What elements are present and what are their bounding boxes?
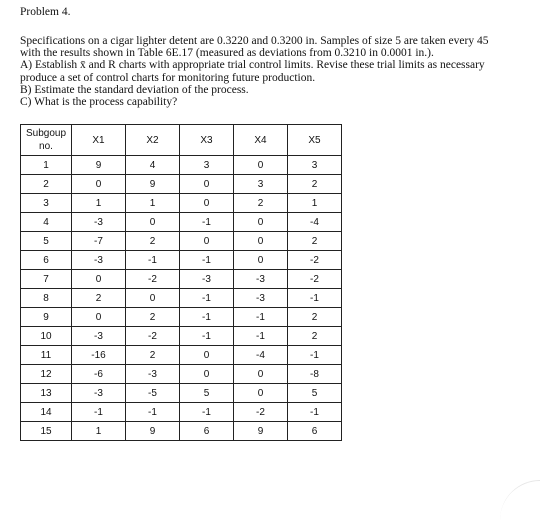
value-cell: -1 xyxy=(180,251,234,270)
table-row xyxy=(21,346,342,365)
value-cell: -7 xyxy=(72,232,126,251)
value-cell: 0 xyxy=(180,175,234,194)
value-cell: -8 xyxy=(288,365,342,384)
table-row xyxy=(21,365,342,384)
table-row xyxy=(21,194,342,213)
value-cell: -2 xyxy=(288,270,342,289)
header-x5: X5 xyxy=(288,125,342,156)
subgroup-cell: 10 xyxy=(21,327,72,346)
value-cell: -3 xyxy=(72,251,126,270)
header-subgroup-label: Subgoup xyxy=(25,128,67,139)
header-x1: X1 xyxy=(72,125,126,156)
subgroup-cell: 2 xyxy=(21,175,72,194)
value-cell: 6 xyxy=(180,422,234,441)
subgroup-cell: 1 xyxy=(21,156,72,175)
value-cell: 2 xyxy=(288,327,342,346)
value-cell: -1 xyxy=(126,403,180,422)
subgroup-cell: 14 xyxy=(21,403,72,422)
value-cell: -1 xyxy=(180,213,234,232)
value-cell: 4 xyxy=(126,156,180,175)
subgroup-cell: 11 xyxy=(21,346,72,365)
value-cell: 0 xyxy=(180,232,234,251)
value-cell: 1 xyxy=(72,194,126,213)
value-cell: 0 xyxy=(234,384,288,403)
value-cell: -3 xyxy=(72,384,126,403)
table-body xyxy=(21,156,342,441)
problem-line-4: produce a set of control charts for monitoring future production. xyxy=(20,71,316,84)
subgroup-cell: 13 xyxy=(21,384,72,403)
data-table-container xyxy=(20,124,342,441)
value-cell: 0 xyxy=(72,308,126,327)
value-cell: 2 xyxy=(288,308,342,327)
value-cell: 0 xyxy=(234,213,288,232)
table-row xyxy=(21,270,342,289)
value-cell: 0 xyxy=(180,346,234,365)
value-cell: -4 xyxy=(234,346,288,365)
decorative-corner xyxy=(500,480,540,521)
value-cell: -3 xyxy=(234,289,288,308)
value-cell: 0 xyxy=(234,156,288,175)
problem-line-5: B) Estimate the standard deviation of the process. xyxy=(20,83,249,96)
subgroup-cell: 7 xyxy=(21,270,72,289)
value-cell: -1 xyxy=(234,308,288,327)
problem-line-2: with the results shown in Table 6E.17 (measured as deviations from 0.3210 in 0.0001 in.). xyxy=(20,47,434,60)
value-cell: 6 xyxy=(288,422,342,441)
problem-title: Problem 4. xyxy=(20,6,71,18)
header-x2: X2 xyxy=(126,125,180,156)
value-cell: 5 xyxy=(288,384,342,403)
value-cell: -2 xyxy=(288,251,342,270)
value-cell: 0 xyxy=(126,289,180,308)
table-row xyxy=(21,308,342,327)
value-cell: 2 xyxy=(126,232,180,251)
table-row xyxy=(21,156,342,175)
value-cell: 0 xyxy=(180,365,234,384)
value-cell: 1 xyxy=(126,194,180,213)
value-cell: -2 xyxy=(234,403,288,422)
value-cell: -4 xyxy=(288,213,342,232)
value-cell: -2 xyxy=(126,270,180,289)
table-row xyxy=(21,384,342,403)
value-cell: 0 xyxy=(72,175,126,194)
value-cell: 2 xyxy=(288,232,342,251)
value-cell: 9 xyxy=(234,422,288,441)
table-row xyxy=(21,422,342,441)
data-table xyxy=(20,124,342,441)
value-cell: 0 xyxy=(180,194,234,213)
subgroup-cell: 12 xyxy=(21,365,72,384)
value-cell: -1 xyxy=(234,327,288,346)
value-cell: -6 xyxy=(72,365,126,384)
value-cell: -1 xyxy=(288,403,342,422)
value-cell: -1 xyxy=(180,308,234,327)
value-cell: 9 xyxy=(126,175,180,194)
value-cell: -1 xyxy=(126,251,180,270)
value-cell: -3 xyxy=(72,327,126,346)
table-row xyxy=(21,251,342,270)
value-cell: 9 xyxy=(126,422,180,441)
value-cell: 2 xyxy=(288,175,342,194)
value-cell: 2 xyxy=(126,308,180,327)
value-cell: -16 xyxy=(72,346,126,365)
header-subgroup-no: no. xyxy=(39,141,53,152)
header-x3: X3 xyxy=(180,125,234,156)
subgroup-cell: 6 xyxy=(21,251,72,270)
table-row xyxy=(21,327,342,346)
value-cell: 1 xyxy=(72,422,126,441)
subgroup-cell: 3 xyxy=(21,194,72,213)
value-cell: -3 xyxy=(180,270,234,289)
value-cell: -3 xyxy=(126,365,180,384)
value-cell: -1 xyxy=(180,289,234,308)
problem-statement xyxy=(20,6,488,108)
value-cell: -5 xyxy=(126,384,180,403)
value-cell: 0 xyxy=(126,213,180,232)
value-cell: 0 xyxy=(234,251,288,270)
header-subgroup xyxy=(21,125,72,156)
value-cell: 3 xyxy=(234,175,288,194)
value-cell: -3 xyxy=(234,270,288,289)
value-cell: -1 xyxy=(72,403,126,422)
value-cell: -2 xyxy=(126,327,180,346)
value-cell: 3 xyxy=(288,156,342,175)
value-cell: 1 xyxy=(288,194,342,213)
value-cell: 3 xyxy=(180,156,234,175)
table-row xyxy=(21,175,342,194)
value-cell: 5 xyxy=(180,384,234,403)
table-row xyxy=(21,232,342,251)
header-x4: X4 xyxy=(234,125,288,156)
subgroup-cell: 4 xyxy=(21,213,72,232)
problem-line-1: Specifications on a cigar lighter detent are 0.3220 and 0.3200 in. Samples of size 5 are taken every 45 xyxy=(20,35,489,47)
value-cell: -1 xyxy=(288,346,342,365)
value-cell: 2 xyxy=(126,346,180,365)
value-cell: -1 xyxy=(288,289,342,308)
value-cell: 2 xyxy=(234,194,288,213)
subgroup-cell: 8 xyxy=(21,289,72,308)
subgroup-cell: 5 xyxy=(21,232,72,251)
value-cell: 2 xyxy=(72,289,126,308)
value-cell: 0 xyxy=(234,232,288,251)
table-header-row xyxy=(21,125,342,156)
subgroup-cell: 15 xyxy=(21,422,72,441)
value-cell: -1 xyxy=(180,327,234,346)
problem-line-3: A) Establish x̄ and R charts with appropriate trial control limits. Revise these trial limits as necessary xyxy=(20,59,485,72)
table-row xyxy=(21,213,342,232)
value-cell: 0 xyxy=(72,270,126,289)
table-row xyxy=(21,289,342,308)
value-cell: 9 xyxy=(72,156,126,175)
subgroup-cell: 9 xyxy=(21,308,72,327)
problem-line-6: C) What is the process capability? xyxy=(20,95,178,108)
value-cell: -3 xyxy=(72,213,126,232)
value-cell: 0 xyxy=(234,365,288,384)
table-row xyxy=(21,403,342,422)
value-cell: -1 xyxy=(180,403,234,422)
